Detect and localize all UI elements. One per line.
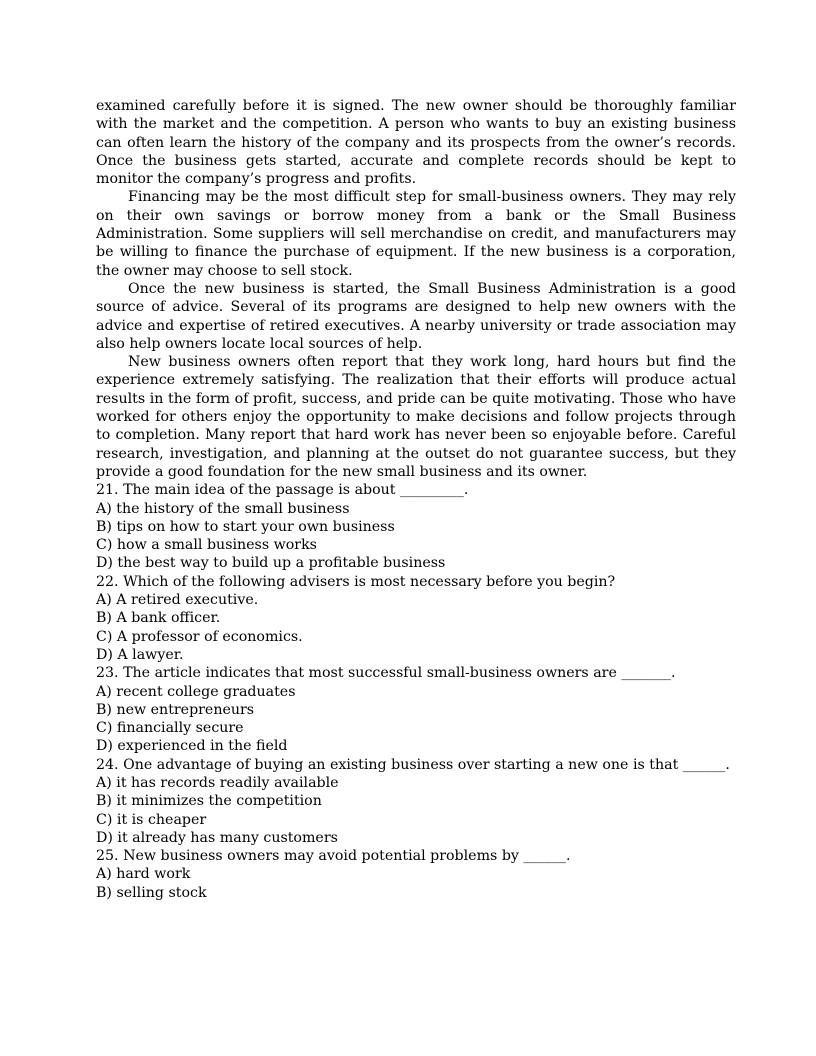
- question-stem: 21. The main idea of the passage is about _________.: [96, 482, 469, 499]
- document-page: [96, 97, 736, 902]
- option-c: C) A professor of economics.: [96, 628, 303, 645]
- question-25: [96, 847, 736, 902]
- option-a: A) recent college graduates: [96, 683, 296, 700]
- question-23: [96, 664, 736, 755]
- question-24: [96, 756, 736, 847]
- question-stem: 22. Which of the following advisers is most necessary before you begin?: [96, 573, 616, 590]
- question-stem: 25. New business owners may avoid potential problems by ______.: [96, 848, 571, 865]
- passage-paragraph-3: Once the new business is started, the Small Business Administration is a good source of advice. Several of its programs are designed to help new owners with the advice and expertise of retired executives. A nearby university or trade association may also help owners locate local sources of help.: [96, 280, 736, 352]
- option-b: B) A bank officer.: [96, 610, 221, 627]
- option-b: B) new entrepreneurs: [96, 701, 255, 718]
- option-d: D) experienced in the field: [96, 738, 288, 755]
- passage-paragraph-1: examined carefully before it is signed. The new owner should be thoroughly familiar with the market and the competition. A person who wants to buy an existing business can often learn the history of the company and its prospects from the owner’s records. Once the business gets started, accurate and complete records should be kept to monitor the company’s progress and profits.: [96, 98, 736, 188]
- option-c: C) how a small business works: [96, 537, 317, 554]
- option-a: A) hard work: [96, 866, 191, 883]
- option-d: D) it already has many customers: [96, 829, 338, 846]
- option-a: A) the history of the small business: [96, 500, 350, 517]
- option-d: D) A lawyer.: [96, 646, 184, 663]
- option-c: C) it is cheaper: [96, 811, 207, 828]
- option-c: C) financially secure: [96, 720, 244, 737]
- option-b: B) it minimizes the competition: [96, 793, 322, 810]
- question-stem: 24. One advantage of buying an existing business over starting a new one is that ______.: [96, 756, 730, 773]
- question-stem: 23. The article indicates that most successful small-business owners are _______.: [96, 665, 676, 682]
- option-b: B) tips on how to start your own business: [96, 518, 395, 535]
- option-a: A) A retired executive.: [96, 592, 259, 609]
- passage-paragraph-2: Financing may be the most difficult step for small-business owners. They may rely on their own savings or borrow money from a bank or the Small Business Administration. Some suppliers will sell merchandise on credit, and manufacturers may be willing to finance the purchase of equipment. If the new business is a corporation, the owner may choose to sell stock.: [96, 189, 736, 279]
- passage-paragraph-4: New business owners often report that they work long, hard hours but find the experience extremely satisfying. The realization that their efforts will produce actual results in the form of profit, success, and pride can be quite motivating. Those who have worked for others enjoy the opportunity to make decisions and follow projects through to completion. Many report that hard work has never been so enjoyable before. Careful research, investigation, and planning at the outset do not guarantee success, but they provide a good foundation for the new small business and its owner.: [96, 354, 736, 480]
- option-b: B) selling stock: [96, 884, 207, 901]
- option-d: D) the best way to build up a profitable business: [96, 555, 446, 572]
- option-a: A) it has records readily available: [96, 774, 339, 791]
- question-21: [96, 481, 736, 572]
- question-22: [96, 573, 736, 664]
